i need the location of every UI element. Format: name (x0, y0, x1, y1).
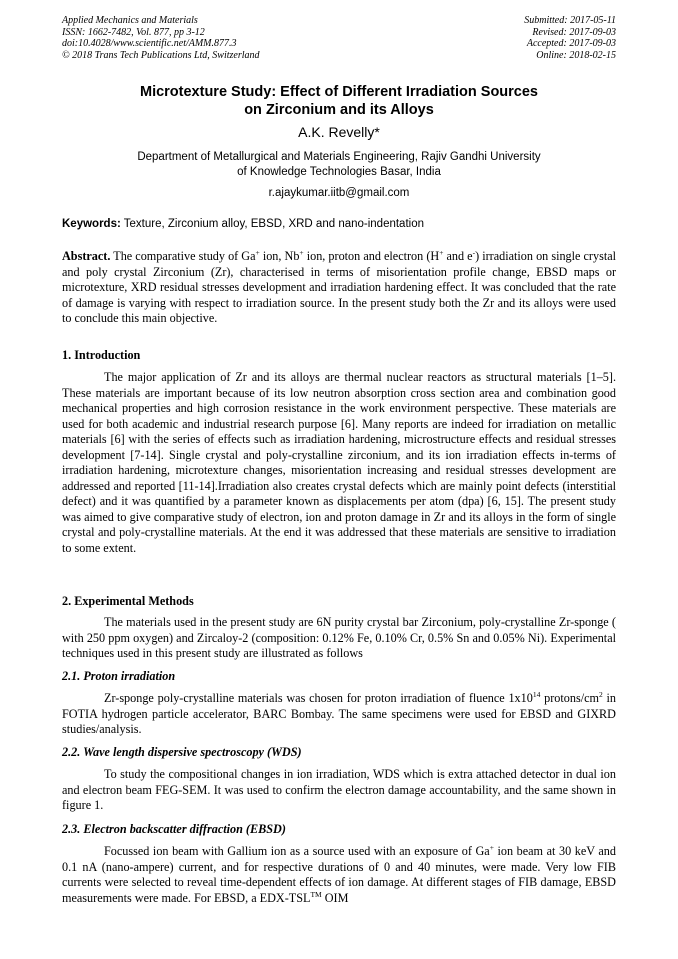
ebsd-text: Focussed ion beam with Gallium ion as a source used with an exposure of Ga (104, 844, 490, 858)
abstract-text: ) irradiation on single crystal and poly crystal Zirconium (Zr), characterised in terms of misorientation profile change, EBSD maps or microtexture, XRD residual stresses development and irradiation hardening effect. It was concluded that the rate of damage is varying with respect to irradiation source. In the present study both the Zr and its alloys were used to conclude this main objective. (62, 249, 617, 325)
affiliation-line-2: of Knowledge Technologies Basar, India (237, 166, 441, 178)
subsection-heading-wds: 2.2. Wave length dispersive spectroscopy (WDS) (62, 745, 302, 759)
dates-header (524, 15, 616, 61)
ebsd-text: ion beam at 30 keV and 0.1 nA (nano-ampere) current, and for respective durations of 0 and 40 minutes, were made. Very low FIB currents were selected to reveal time-dependent effects of ion damage. At different stages of FIB damage, EBSD measurements were made. For EBSD, a EDX-TSL (62, 844, 616, 905)
date-revised: Revised: 2017-09-03 (532, 26, 616, 38)
superscript: 14 (532, 690, 541, 699)
abstract-text: ion, Nb (259, 249, 300, 263)
section-heading-introduction: 1. Introduction (62, 348, 141, 362)
author-name: A.K. Revelly* (298, 124, 380, 140)
proton-text: Zr-sponge poly-crystalline materials was chosen for proton irradiation of fluence 1x10 (104, 691, 533, 705)
title-line-2: on Zirconium and its Alloys (244, 102, 434, 118)
keywords-label: Keywords: (62, 218, 121, 230)
superscript: TM (310, 889, 322, 899)
wds-paragraph: To study the compositional changes in ion irradiation, WDS which is extra attached detector in dual ion and electron beam FEG-SEM. It was used to confirm the electron damage accountability, and the same shown in figure 1. (62, 767, 616, 812)
affiliation-line-1: Department of Metallurgical and Materials Engineering, Rajiv Gandhi University (137, 151, 541, 163)
superscript: + (439, 248, 444, 257)
author-email[interactable]: r.ajaykumar.iitb@gmail.com (268, 187, 410, 199)
journal-copyright: © 2018 Trans Tech Publications Ltd, Switzerland (62, 49, 260, 61)
abstract-label: Abstract. (62, 249, 111, 263)
abstract-text: ion, proton and electron (H (303, 249, 440, 263)
ebsd-paragraph (62, 844, 616, 906)
journal-name: Applied Mechanics and Materials (62, 15, 198, 26)
superscript: + (489, 843, 494, 852)
introduction-paragraph: The major application of Zr and its alloys are thermal nuclear reactors as structural materials [1–5]. These materials are important because of its low neutron absorption cross section area and combination good mechanical properties and high corrosion resistance in the work environment perspective. These materials are used for both academic and industrial research purpose [6]. Many reports are indeed for irradiation on metallic materials [6] with the series of effects such as irradiation hardening, microstructure effects and residual stresses development [7-14]. Single crystal and poly-crystalline zirconium, and its ion irradiation effects in-terms of irradiation hardening, microtexture changes, misorientation increasing and residual stresses development are addressed and reported [11-14].Irradiation also creates crystal defects which are mainly point defects (interstitial defect) and it was quantified by a parameter known as displacements per atom (dpa) [6, 15]. The present study was aimed to give comparative study of electron, ion and proton damage in Zr and its alloys in the form of single crystal and poly-crystalline materials. At the end it was addressed that these materials are sensitive to irradiation to some extent. (62, 370, 616, 555)
date-online: Online: 2018-02-15 (536, 49, 616, 61)
journal-issn: ISSN: 1662-7482, Vol. 877, pp 3-12 (62, 26, 205, 38)
section-heading-methods: 2. Experimental Methods (62, 594, 194, 608)
proton-paragraph (62, 691, 616, 738)
date-submitted: Submitted: 2017-05-11 (524, 15, 616, 26)
abstract-text: The comparative study of Ga (110, 249, 256, 263)
paper-title (62, 83, 616, 119)
date-accepted: Accepted: 2017-09-03 (526, 38, 616, 49)
abstract-text: and e (443, 249, 473, 263)
title-line-1: Microtexture Study: Effect of Different Irradiation Sources (139, 84, 538, 100)
proton-text: in FOTIA hydrogen particle accelerator, BARC Bombay. The same specimens were used for EBSD and GIXRD studies/analysis. (62, 691, 616, 736)
subsection-heading-ebsd: 2.3. Electron backscatter diffraction (EBSD) (62, 822, 286, 836)
affiliation (62, 150, 616, 180)
superscript: + (299, 248, 304, 257)
superscript: 2 (598, 690, 603, 699)
methods-paragraph: The materials used in the present study are 6N purity crystal bar Zirconium, poly-crystalline Zr-sponge ( with 250 ppm oxygen) and Zircaloy-2 (composition: 0.12% Fe, 0.10% Cr, 0.5% Sn and 0.05% Ni). Experimental techniques used in this present study are illustrated as follows (62, 615, 616, 660)
proton-text: protons/cm (540, 691, 599, 705)
superscript: + (255, 248, 260, 257)
journal-header (62, 15, 260, 61)
keywords (62, 217, 616, 231)
abstract (62, 249, 616, 327)
subsection-heading-proton: 2.1. Proton irradiation (62, 669, 176, 683)
keywords-text: Texture, Zirconium alloy, EBSD, XRD and nano-indentation (120, 218, 424, 230)
ebsd-text: OIM (321, 890, 349, 905)
journal-doi: doi:10.4028/www.scientific.net/AMM.877.3 (62, 38, 237, 49)
superscript: - (472, 248, 476, 257)
